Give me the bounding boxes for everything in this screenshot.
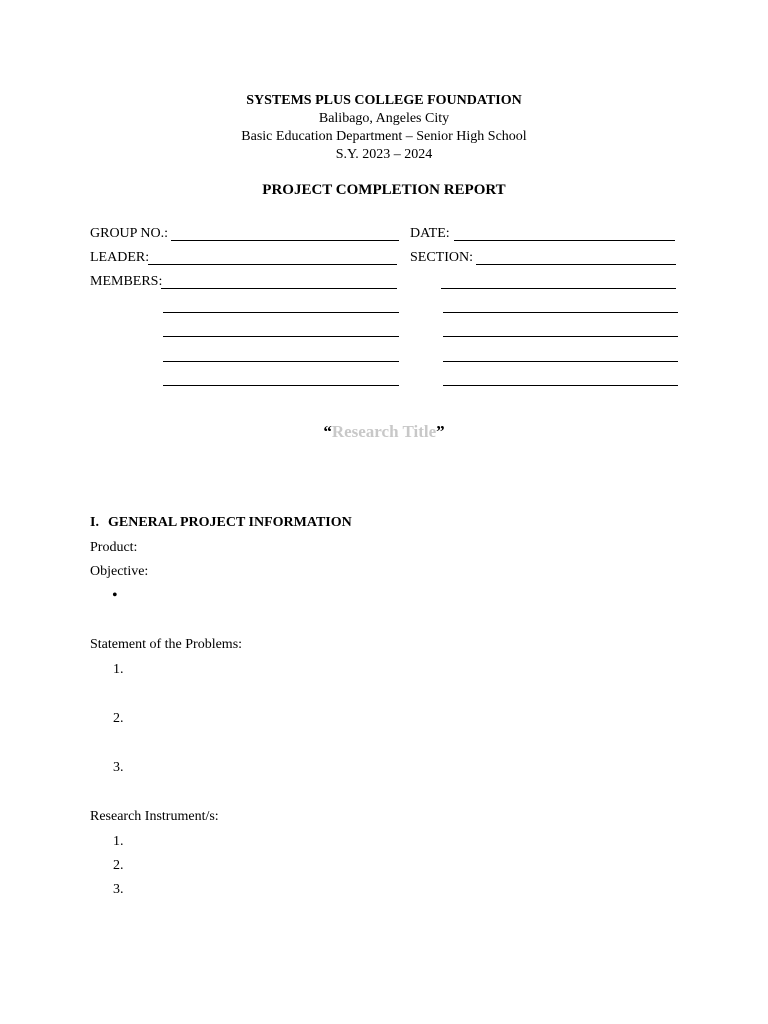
instrument-number: 2. [113, 858, 124, 873]
member-line[interactable] [163, 385, 399, 386]
member-line[interactable] [443, 312, 678, 313]
problem-number: 2. [113, 711, 124, 726]
member-line[interactable] [163, 336, 399, 337]
objective-bullet: • [112, 587, 118, 604]
report-title: PROJECT COMPLETION REPORT [262, 182, 506, 198]
problem-number: 1. [113, 662, 124, 677]
instrument-number: 1. [113, 834, 124, 849]
leader-label: LEADER: [90, 250, 150, 265]
institution-location: Balibago, Angeles City [318, 111, 450, 126]
objective-label: Objective: [90, 564, 149, 579]
group-no-line[interactable] [171, 240, 399, 241]
research-title-placeholder: Research Title [331, 422, 437, 441]
member-line[interactable] [443, 361, 678, 362]
member-line[interactable] [441, 288, 676, 289]
problems-label: Statement of the Problems: [90, 637, 243, 652]
product-label: Product: [90, 540, 138, 555]
member-line[interactable] [163, 312, 399, 313]
school-year: S.Y. 2023 – 2024 [335, 147, 433, 162]
section-label: SECTION: [410, 250, 473, 265]
members-label: MEMBERS: [90, 274, 163, 289]
research-title-close-quote: ” [436, 422, 445, 441]
research-title[interactable] [0, 421, 768, 443]
leader-line[interactable] [148, 264, 397, 265]
member-line[interactable] [443, 336, 678, 337]
section-1-heading: GENERAL PROJECT INFORMATION [108, 515, 352, 530]
member-line[interactable] [163, 361, 399, 362]
institution-name: SYSTEMS PLUS COLLEGE FOUNDATION [246, 93, 522, 108]
date-label: DATE: [410, 226, 450, 241]
instruments-label: Research Instrument/s: [90, 809, 219, 824]
research-title-open-quote: “ [323, 422, 332, 441]
section-1-number: I. [90, 515, 99, 530]
member-line[interactable] [443, 385, 678, 386]
date-line[interactable] [454, 240, 675, 241]
instrument-number: 3. [113, 882, 124, 897]
section-line[interactable] [476, 264, 676, 265]
problem-number: 3. [113, 760, 124, 775]
group-no-label: GROUP NO.: [90, 226, 169, 241]
member-line[interactable] [161, 288, 397, 289]
department-name: Basic Education Department – Senior High School [241, 129, 527, 144]
